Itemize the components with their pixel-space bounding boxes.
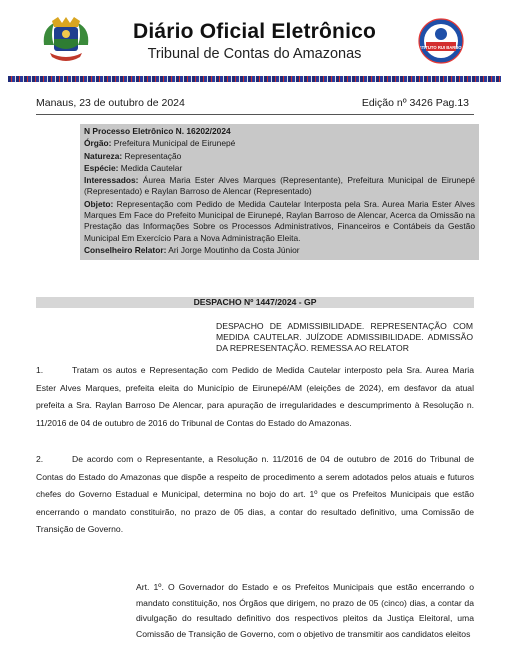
interessados-value: Áurea Maria Ester Alves Marques (Representante), Prefeitura Municipal de Eirunepé (Representado) e Raylan Barroso de Alencar (Representado) [84, 175, 475, 197]
processo-line [84, 126, 475, 137]
processo-label: N Processo Eletrônico N. 16202/2024 [84, 126, 231, 136]
especie-line [84, 163, 475, 174]
despacho-title: DESPACHO Nº 1447/2024 - GP [36, 297, 474, 308]
relator-line [84, 245, 475, 256]
orgao-value: Prefeitura Municipal de Eirunepé [111, 138, 236, 149]
location-date: Manaus, 23 de outubro de 2024 [36, 97, 185, 109]
paragraph-text: De acordo com o Representante, a Resolução n. 11/2016 de 04 de outubro de 2016 do Tribunal de Contas do Estado do Amazonas que dispõe a respeito de procedimento a serem adotados pelos atuais e futuros chefes do Governo Estadual e Municipal, determina no bojo do art. 1º que os Prefeitos Municipais que estão encerrando o mandato constituirão, no prazo de 05 dias, a contar do resultado definitivo, uma Comissão de Transição de Governo. [36, 454, 474, 534]
quoted-article: Art. 1º. O Governador do Estado e os Prefeitos Municipais que estão encerrando o mandato constituição, nos Órgãos que dirigem, no prazo de 05 (cinco) dias, a contar da divulgação do resultado definitivo dos respectivos pleitos da Justiça Eleitoral, uma Comissão de Transição de Governo, com o objetivo de transmitir aos candidatos eleitos [136, 582, 474, 639]
natureza-value: Representação [122, 150, 182, 161]
relator-value: Ari Jorge Moutinho da Costa Júnior [166, 244, 300, 255]
especie-label: Espécie: [84, 162, 119, 173]
objeto-line [84, 199, 475, 244]
paragraph-1 [36, 362, 474, 432]
interessados-label: Interessados: [84, 175, 139, 186]
paragraph-text: Tratam os autos e Representação com Pedido de Medida Cautelar interposto pela Sra. Aurea Maria Ester Alves Marques, prefeita eleita do Município de Eirunepé/AM (eleições de 2024), em desfavor da atual prefeita a Sra. Raylan Barroso De Alencar, para apuração de irregularidades e descumprimento à Resolução n. 11/2016 de 04 de outubro de 2016 do Tribunal de Contas do Estado do Amazonas. [36, 365, 474, 428]
instituto-rui-barbosa-logo [414, 18, 468, 64]
process-info-box [80, 124, 479, 260]
paragraph-number: 2. [36, 454, 44, 464]
natureza-label: Natureza: [84, 150, 123, 161]
paragraph-2 [36, 451, 474, 539]
paragraph-number: 1. [36, 365, 44, 375]
page-title: Diário Oficial Eletrônico [132, 20, 377, 43]
header-decorative-stripe [8, 76, 501, 82]
logo-lettering: INSTITUTO RUI BARBOSA [414, 45, 468, 50]
orgao-label: Órgão: [84, 138, 112, 149]
objeto-label: Objeto: [84, 198, 114, 209]
page-subtitle: Tribunal de Contas do Amazonas [147, 46, 362, 62]
divider [36, 114, 474, 115]
especie-value: Medida Cautelar [118, 162, 183, 173]
header [0, 0, 509, 78]
orgao-line [84, 138, 475, 149]
edition-page: Edição nº 3426 Pag.13 [361, 97, 469, 109]
natureza-line [84, 151, 475, 162]
interessados-line [84, 175, 475, 198]
relator-label: Conselheiro Relator: [84, 244, 167, 255]
despacho-ementa: DESPACHO DE ADMISSIBILIDADE. REPRESENTAÇÃO COM MEDIDA CAUTELAR. JUÍZODE ADMISSIBILIDADE. ADMISSÃO DA REPRESENTAÇÃO. REMESSA AO RELATOR [216, 321, 473, 353]
objeto-value: Representação com Pedido de Medida Cautelar Interposta pela Sra. Aurea Maria Ester Alves Marques Em Face do Prefeito Municipal de Eirunepé, Raylan Barroso de Alencar, Acerca da Omissão na Prestação das Informações Sobre os Processos Administrativos, Financeiros e Contábeis da Gestão Municipal Em Exercício Para a Nova Administração Eleita. [84, 198, 475, 243]
